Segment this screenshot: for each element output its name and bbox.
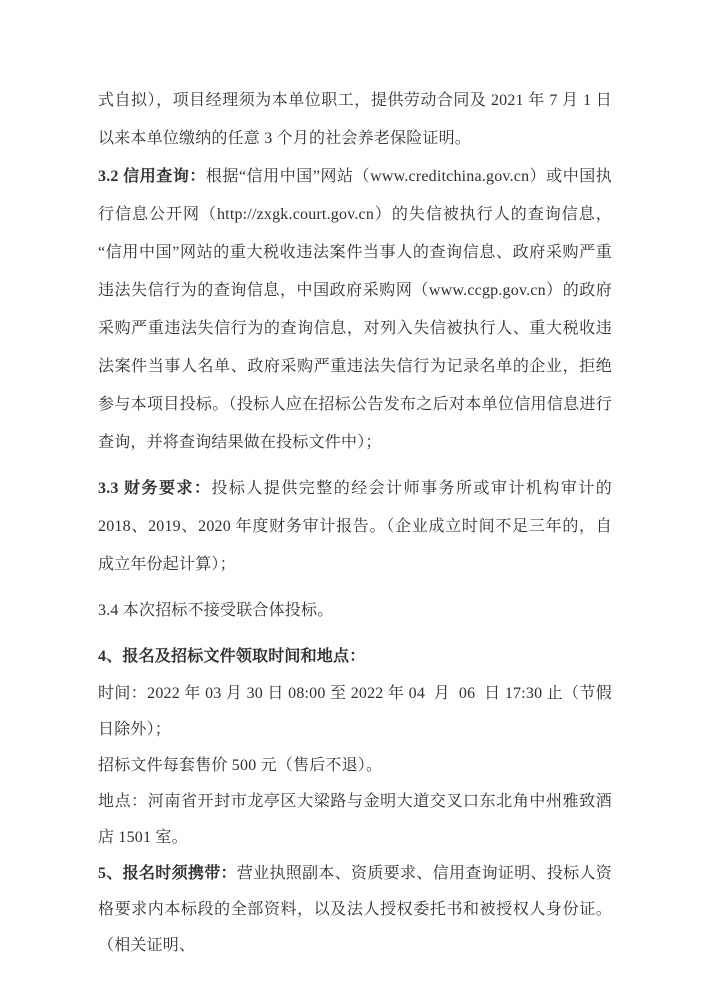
clause-3-3-text: 投标人提供完整的经会计师事务所或审计机构审计的 2018、2019、2020 年度财务审计报告。（企业成立时间不足三年的，自成立年份起计算）；: [98, 480, 617, 573]
line-price-text: 招标文件每套售价 500 元（售后不退）。: [98, 757, 383, 774]
line-registration-time: [98, 676, 612, 748]
clause-5-text: 营业执照副本、资质要求、信用查询证明、投标人资格要求内本标段的全部资料，以及法人授权委托书和被授权人身份证。（相关证明、: [98, 865, 612, 954]
heading-4-registration-time-place: [98, 638, 612, 676]
clause-3-2-credit-check: [98, 158, 612, 462]
clause-3-4-no-consortium: [98, 592, 612, 630]
clause-5-label: 5、报名时须携带：: [98, 865, 237, 882]
clause-3-3-label: 3.3 财务要求：: [98, 480, 212, 497]
clause-5-items-to-bring: [98, 856, 612, 964]
clause-3-4-text: 3.4 本次招标不接受联合体投标。: [98, 602, 334, 619]
clause-3-2-label: 3.2 信用查询：: [98, 168, 206, 185]
line-time-text: 时间：2022 年 03 月 30 日 08:00 至 2022 年 04 月 06 日 17:30 止（节假日除外）；: [98, 685, 612, 738]
clause-3-2-text: 根据“信用中国”网站（www.creditchina.gov.cn）或中国执行信息公开网（http://zxgk.court.gov.cn）的失信被执行人的查询信息，“信用中国”网站的重大税收违法案件当事人的查询信息、政府采购严重违法失信行为的查询信息，中国政府采购网（www.ccgp.gov.cn）的政府采购严重违法失信行为的查询信息，对列入失信被执行人、重大税收违法案件当事人名单、政府采购严重违法失信行为记录名单的企业，拒绝参与本项目投标。（投标人应在招标公告发布之后对本单位信用信息进行查询，并将查询结果做在投标文件中）；: [98, 168, 612, 451]
line-document-price: [98, 748, 612, 784]
paragraph-text: 式自拟），项目经理须为本单位职工，提供劳动合同及 2021 年 7 月 1 日以来本单位缴纳的任意 3 个月的社会养老保险证明。: [98, 92, 612, 147]
line-registration-place: [98, 784, 612, 856]
line-place-text: 地点：河南省开封市龙亭区大梁路与金明大道交叉口东北角中州雅致酒店 1501 室。: [98, 793, 612, 846]
clause-3-3-financial-requirements: [98, 470, 617, 584]
paragraph-contract-continuation: [98, 82, 612, 158]
heading-4-label: 4、报名及招标文件领取时间和地点：: [98, 648, 366, 665]
